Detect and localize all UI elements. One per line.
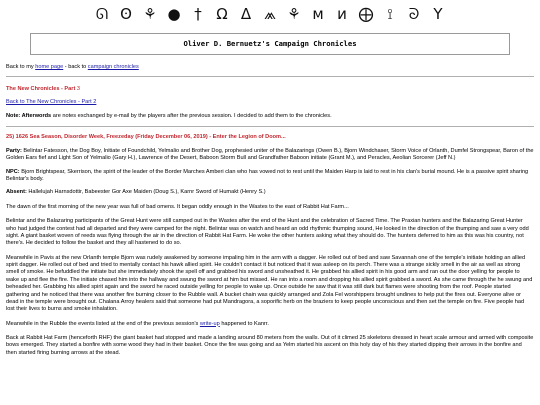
campaign-chronicles-link[interactable]: campaign chronicles <box>87 64 139 70</box>
absent-paragraph <box>6 189 534 196</box>
note-label: Note: Afterwords <box>6 113 52 120</box>
write-up-link[interactable]: write-up <box>199 320 220 327</box>
p4-prefix: Meanwhile in the Rubble the events listed at the end of the previous session's <box>6 320 200 327</box>
session-heading-text: 25) 1626 Sea Season, Disorder Week, Freezeday (Friday December 06, 2019) - Enter the Legion of Doom... <box>6 133 286 140</box>
page-title-box <box>30 33 510 55</box>
absent-text: Hallelujah Harnsdottir, Babeester Gor Axe Maiden (Doug S.), Karnr Sword of Humakt (Henry S.) <box>26 189 266 196</box>
divider <box>6 76 534 77</box>
nav-prefix: Back to my <box>6 64 36 70</box>
party-label: Party: <box>6 147 22 154</box>
session-heading <box>6 134 534 141</box>
npc-text: Bjorn Brightspear, Skerrison, the spirit of the leader of the Border Marches Amberi clan who has vowed not to rest until the Maiden Harp is laid to rest in his clan's burial mound. He is a passive spirit sharing Belintar's body. <box>6 168 529 182</box>
page-title: Oliver D. Bernuetz's Campaign Chronicles <box>183 39 357 49</box>
main-content <box>0 64 540 357</box>
rune-glyph: ⚘ <box>287 5 301 24</box>
story-paragraph: The dawn of the first morning of the new year was full of bad omens. It began oddly enough in the Wastes to the east of Rabbit Hat Farm... <box>6 203 349 210</box>
rune-glyph: ᘐ <box>408 5 420 24</box>
rune-glyph: ʘ <box>120 5 132 24</box>
rune-glyph: ⨁ <box>358 5 374 24</box>
npc-paragraph <box>6 169 534 184</box>
rune-glyph: ⟟ <box>387 5 393 24</box>
nav-middle: - back to <box>63 64 88 70</box>
section-heading-text: The New Chronicles - Part <box>6 86 76 93</box>
home-page-link[interactable]: home page <box>35 64 64 70</box>
absent-label: Absent: <box>6 189 27 196</box>
p4-suffix: happened to Kanrr. <box>219 320 269 327</box>
section-part-number: 3 <box>76 86 81 93</box>
rune-glyph: ● <box>167 5 181 24</box>
back-link-line <box>6 99 534 106</box>
note-paragraph <box>6 113 534 120</box>
rune-glyph: ⚘ <box>143 5 157 24</box>
rune-glyph: Ω <box>216 5 228 24</box>
rune-glyph: ᘏ <box>95 5 109 24</box>
rune-glyph: Y <box>433 5 443 24</box>
npc-label: NPC: <box>6 168 20 175</box>
rune-glyph: Δ <box>240 5 252 24</box>
back-to-part-2-link[interactable]: Back to The New Chronicles - Part 2 <box>6 98 97 105</box>
divider <box>6 126 534 127</box>
rune-glyph: ᴍ <box>312 5 324 24</box>
story-paragraph: Belintar and the Balazaring participants of the Great Hunt were still camped out in the Wastes after the end of the Hunt and the celebration of Sacred Time. The Praxian hunters and the Balazaring Great Hunter who had judged the contest had all departed and they were camped for the night. Belintar was on watch and heard an odd rhythmic thumping sound, He looked in the direction of the thumping and saw a very odd sight. A giant basket woven of reeds was flying through the air in the direction of Rabbit Hat Farm. He woke the other hunters asking what they should do. The hunters deferred to him as this was his country, not there's. He decided to follow the basket and they all hastened to do so. <box>6 218 529 247</box>
story-paragraph: Meanwhile in Pavis at the new Orlanth temple Bjorn was rudely awakened by someone impaling him in the arm with a dagger. He rolled out of bed and saw Savannah one of the temple's initiate holding an allied spirit dagger. He rolled out of bed and tried to mentally contact his hawk allied spirit. He couldn't contact it but noticed that it was asleep on its perch. There was a strange sickly smell in the air as well as strong smell of smoke. He befuddled the initiate but she immediately shook the spell off and grabbed his sword and unsheathed it. He grabbed his allied spirit in his good arm and ran out the door yelling for people to wake up and flee the fire. The initiate chased him into the hallway and swung the sword at him but missed. He ran into a room and dropping his allied spirit grabbed a sword. As she came through the he swung and beheaded her. Grabbing his allied spirit again and the sword he raced outside yelling for people to wake up. Once outside he saw that it was still dark but flames were shooting from the roof. People started gathering and he noticed that there was another fire burning closer to the Rubble wall. A bucket chain was quickly arranged and Zola Fel worshippers brought undines to help put the fires out. Everyone alive or dead in the temple were brought out. Chalana Arroy healers said that someone had put Mandragora, a soporific herb on the braziers to keep people unconscious and then set the temple on fire. Five people had lost their lives to burns and smoke inhalation. <box>6 254 533 313</box>
party-text: Belintar Fatesson, the Dog Boy, Initiate of Foundchild, Yelmalio and Brother Dog, prophesied uniter of the Balazarings (Owen B.), Bjorn Windchaser, Storm Voice of Orlanth, Dumfel Strongspear, Baron of the Golden Ears fief and Light Son of Yelmalio (Gary H.), Lawrence of the Desert, Baboon Storm Bull and Grandfather Baboon initiate (Grant M.), and Peracles, Aeolian Sorcerer (Jeff N.) <box>6 147 534 162</box>
rune-glyph: † <box>194 5 202 24</box>
story-paragraph: Back at Rabbit Hat Farm (henceforth RHF) the giant basket had stopped and made a landing around 80 meters from the walls. Out of it climed 25 skeletons dressed in heart scale armour and armed with composite bows emerged. They started a bonfire with some wood they had in their basket. Once the fire was going and as Yelm started his ascent on this holy day of his they started dipping their arrows in the bonfire and then started firing burning arrows at the stead. <box>6 335 534 356</box>
rune-glyph: ⩕ <box>264 5 276 24</box>
rune-glyph: ᴎ <box>337 5 347 24</box>
nav-line <box>6 64 534 71</box>
header-rune-banner <box>0 0 540 30</box>
party-paragraph <box>6 148 534 163</box>
note-text: are notes exchanged by e-mail by the players after the previous session. I decided to add them to the chronicles. <box>51 113 332 120</box>
story-paragraph <box>6 321 534 328</box>
section-heading <box>6 86 534 93</box>
